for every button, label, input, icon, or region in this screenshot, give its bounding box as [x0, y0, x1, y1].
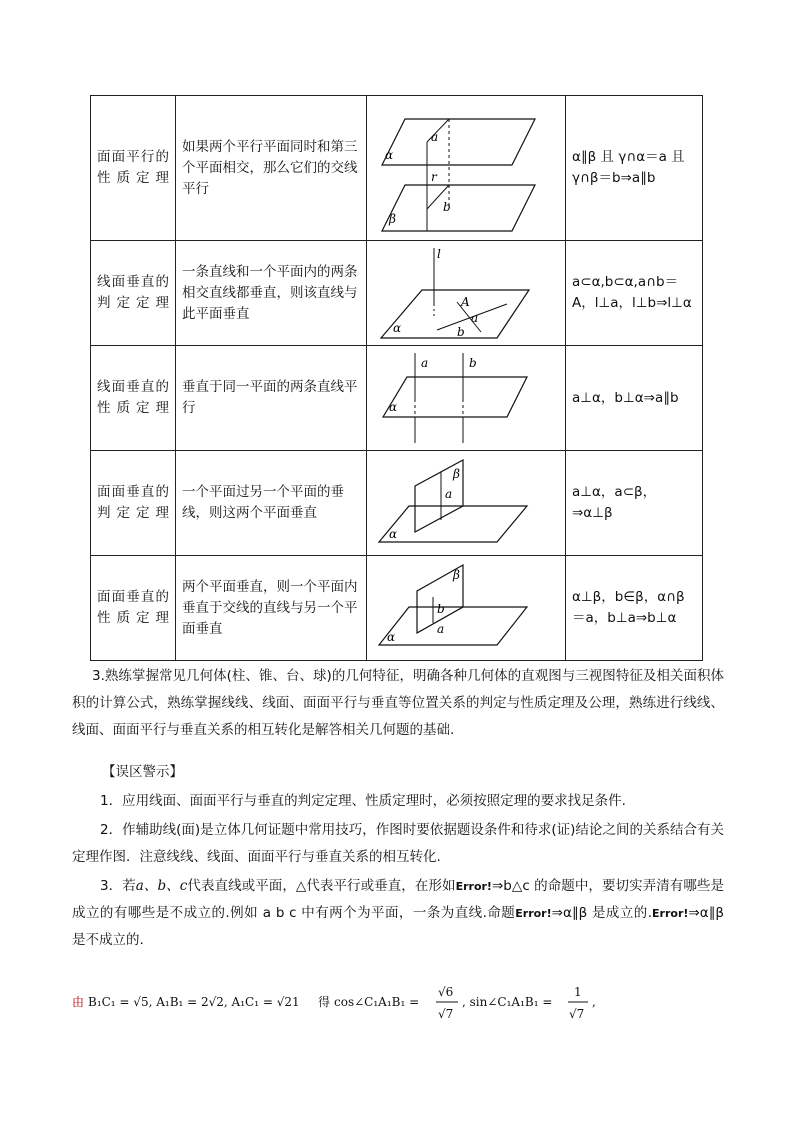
table-row — [91, 241, 703, 346]
warning-item — [72, 873, 724, 954]
figure-label: β — [453, 467, 460, 481]
figure-label: α — [389, 400, 398, 414]
error-field: Error! — [652, 907, 689, 920]
theorem-figure — [367, 556, 566, 661]
figure-label: α — [385, 148, 394, 162]
theorem-name: 线面垂直的性质定理 — [91, 346, 176, 451]
formula-word: 得 — [318, 995, 331, 1009]
warning-item: 2．作辅助线(面)是立体几何证题中常用技巧，作图时要依据题设条件和待求(证)结论之间的关系结合有关定理作图．注意线线、线面、面面平行与垂直关系的相互转化. — [72, 822, 724, 865]
theorem-symbol: α∥β 且 γ∩α＝a 且 γ∩β＝b⇒a∥b — [566, 96, 703, 241]
plane-plane-perpendicular-figure — [367, 452, 565, 554]
theorem-description: 垂直于同一平面的两条直线平行 — [176, 346, 367, 451]
formula-lead: 由 — [72, 995, 85, 1009]
formula-part: , — [592, 995, 596, 1009]
theorem-name: 线面垂直的判定定理 — [91, 241, 176, 346]
fraction-numerator: 1 — [574, 985, 582, 999]
plane-perpendicular-property-figure — [367, 557, 565, 659]
warning-text: ⇒b△c 的命题中，要切实弄清有哪些是成立的有哪些是不成立的.例如 a b c 中有两个为平面，一条为直线.命题 — [72, 878, 724, 921]
figure-label: r — [431, 170, 437, 184]
formula-part: cos∠C₁A₁B₁ = — [334, 995, 420, 1009]
figure-label: a — [471, 311, 479, 325]
figure-label: a — [431, 130, 439, 144]
fraction-denominator: √7 — [438, 1007, 454, 1021]
theorem-description: 如果两个平行平面同时和第三个平面相交，那么它们的交线平行 — [176, 96, 367, 241]
figure-label: b — [469, 356, 477, 370]
warning-heading: 【误区警示】 — [102, 764, 183, 780]
figure-label: b — [443, 200, 451, 214]
formula-part: B₁C₁ = √5, A₁B₁ = 2√2, A₁C₁ = √21 — [88, 995, 300, 1009]
figure-label: α — [387, 630, 396, 644]
error-field: Error! — [455, 880, 492, 893]
theorem-description: 两个平面垂直，则一个平面内垂直于交线的直线与另一个平面垂直 — [176, 556, 367, 661]
table-row — [91, 96, 703, 241]
table-row — [91, 451, 703, 556]
theorem-symbol: a⊂α,b⊂α,a∩b＝A，l⊥a，l⊥b⇒l⊥α — [566, 241, 703, 346]
figure-label: α — [393, 321, 402, 335]
figure-label: β — [453, 568, 460, 582]
table-row — [91, 556, 703, 661]
figure-label: b — [457, 325, 465, 339]
figure-label: a — [421, 356, 429, 370]
formula-svg — [72, 980, 724, 1024]
parallel-perpendiculars-figure — [367, 347, 565, 449]
figure-label: a — [445, 487, 453, 501]
figure-label: l — [437, 247, 441, 261]
fraction-numerator: √6 — [438, 985, 454, 999]
theorem-name: 面面垂直的性质定理 — [91, 556, 176, 661]
theorem-description: 一个平面过另一个平面的垂线，则这两个平面垂直 — [176, 451, 367, 556]
theorem-figure — [367, 96, 566, 241]
theorem-description: 一条直线和一个平面内的两条相交直线都垂直，则该直线与此平面垂直 — [176, 241, 367, 346]
theorem-figure — [367, 451, 566, 556]
figure-label: a — [437, 622, 445, 636]
figure-label: α — [389, 527, 398, 541]
formula-line — [72, 980, 724, 1024]
table-row — [91, 346, 703, 451]
theorem-table — [90, 95, 703, 661]
theorem-symbol: a⊥α，b⊥α⇒a∥b — [566, 346, 703, 451]
formula-part: , sin∠C₁A₁B₁ = — [462, 995, 553, 1009]
warning-item: 1．应用线面、面面平行与垂直的判定定理、性质定理时，必须按照定理的要求找足条件. — [100, 793, 626, 809]
theorem-figure — [367, 241, 566, 346]
theorem-figure — [367, 346, 566, 451]
warning-text: ⇒α∥β 是成立的. — [551, 905, 653, 921]
warning-text: 代表直线或平面，△代表平行或垂直，在形如 — [187, 878, 456, 894]
theorem-symbol: α⊥β，b∈β，α∩β＝a，b⊥a⇒b⊥α — [566, 556, 703, 661]
intro-paragraph: 3.熟练掌握常见几何体(柱、锥、台、球)的几何特征，明确各种几何体的直观图与三视图特征及相关面积体积的计算公式，熟练掌握线线、线面、面面平行与垂直等位置关系的判定与性质定理及公理，熟练进行线线、线面、面面平行与垂直关系的相互转化是解答相关几何题的基础. — [72, 668, 724, 738]
warning-text: 3．若 — [100, 878, 136, 894]
figure-label: b — [437, 602, 445, 616]
theorem-name: 面面垂直的判定定理 — [91, 451, 176, 556]
fraction-denominator: √7 — [569, 1007, 585, 1021]
line-plane-perpendicular-figure — [367, 242, 565, 344]
figure-label: β — [389, 212, 396, 226]
figure-label: A — [461, 295, 470, 309]
warning-text: ⇒α∥β 是不成立的. — [72, 905, 724, 948]
parallel-planes-figure — [367, 97, 565, 239]
error-field: Error! — [515, 907, 552, 920]
theorem-symbol: a⊥α，a⊂β，⇒α⊥β — [566, 451, 703, 556]
warning-variables: a、b、c — [135, 878, 188, 894]
theorem-name: 面面平行的性质定理 — [91, 96, 176, 241]
